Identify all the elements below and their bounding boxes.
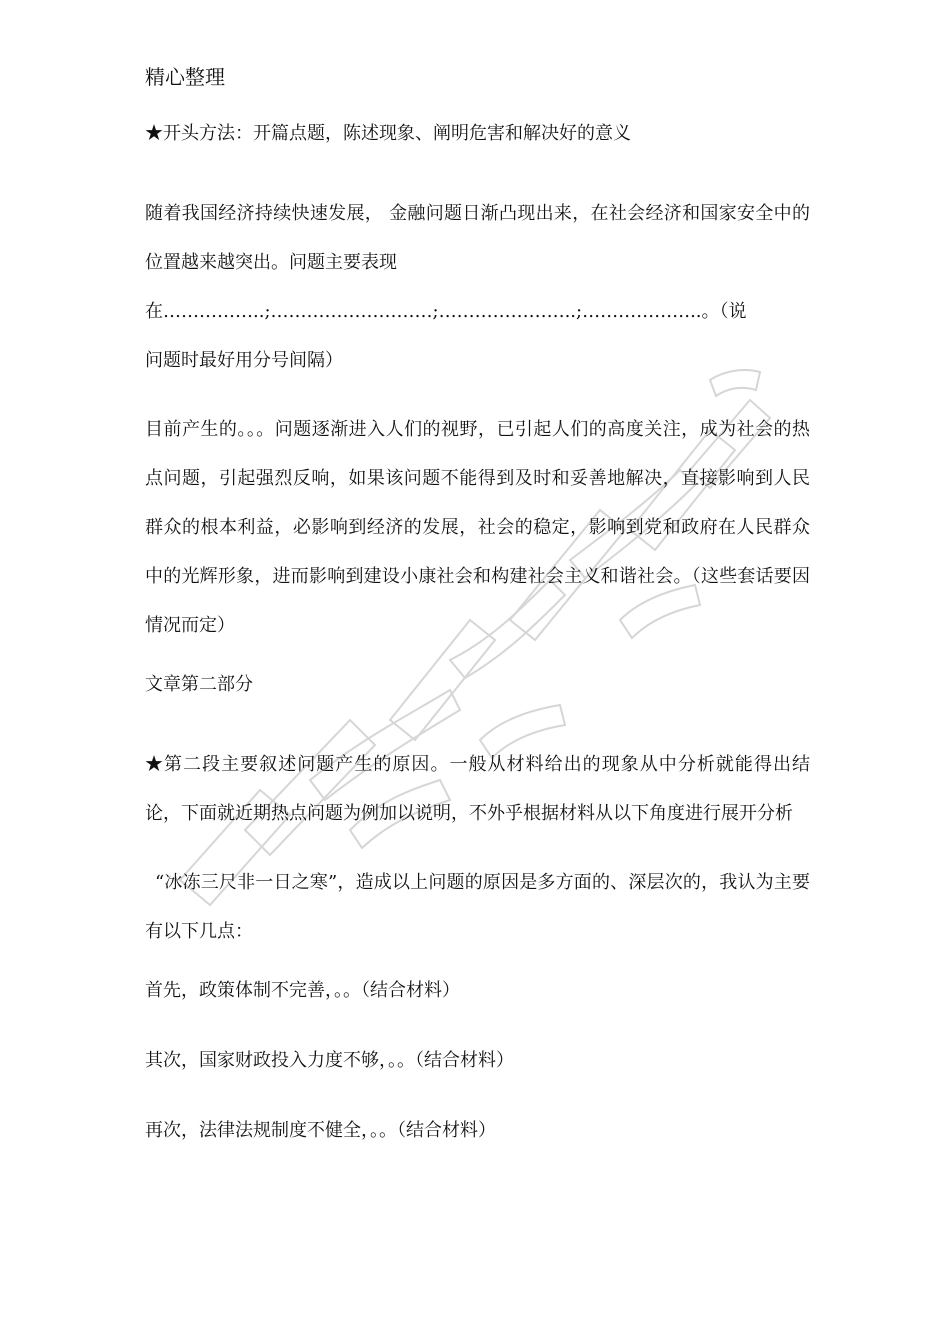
paragraph-quote: “冰冻三尺非一日之寒”，造成以上问题的原因是多方面的、深层次的，我认为主要有以下几点：	[145, 872, 810, 942]
paragraph-intro	[145, 189, 810, 385]
list-item-first: 首先，政策体制不完善，。。（结合材料）	[145, 980, 460, 1001]
list-item-third: 再次，法律法规制度不健全，。。（结合材料）	[145, 1120, 496, 1141]
paragraph-intro-note: 问题时最好用分号间隔）	[145, 350, 343, 371]
paragraph-causes: ★第二段主要叙述问题产生的原因。一般从材料给出的现象从中分析就能得出结论，下面就近期热点问题为例加以说明，不外乎根据材料从以下角度进行展开分析	[145, 754, 810, 824]
page-header: 精心整理	[145, 65, 225, 89]
paragraph-intro-text: 随着我国经济持续快速发展， 金融问题日渐凸现出来，在社会经济和国家安全中的位置越来越突出。问题主要表现	[145, 203, 810, 273]
paragraph-intro-dots: 在……………..;………………………;…………………..;………………..。（说	[145, 301, 747, 322]
paragraph-impact: 目前产生的。。。问题逐渐进入人们的视野，已引起人们的高度关注，成为社会的热点问题，引起强烈反响，如果该问题不能得到及时和妥善地解决，直接影响到人民群众的根本利益，必影响到经济的发展，社会的稳定，影响到党和政府在人民群众中的光辉形象，进而影响到建设小康社会和构建社会主义和谐社会。（这些套话要因情况而定）	[145, 419, 810, 636]
list-item-second: 其次，国家财政投入力度不够，。。（结合材料）	[145, 1050, 514, 1071]
document-body	[145, 62, 810, 1186]
section-title-part-two: 文章第二部分	[145, 674, 253, 695]
paragraph-opening-method: ★开头方法：开篇点题，陈述现象、阐明危害和解决好的意义	[145, 123, 631, 144]
